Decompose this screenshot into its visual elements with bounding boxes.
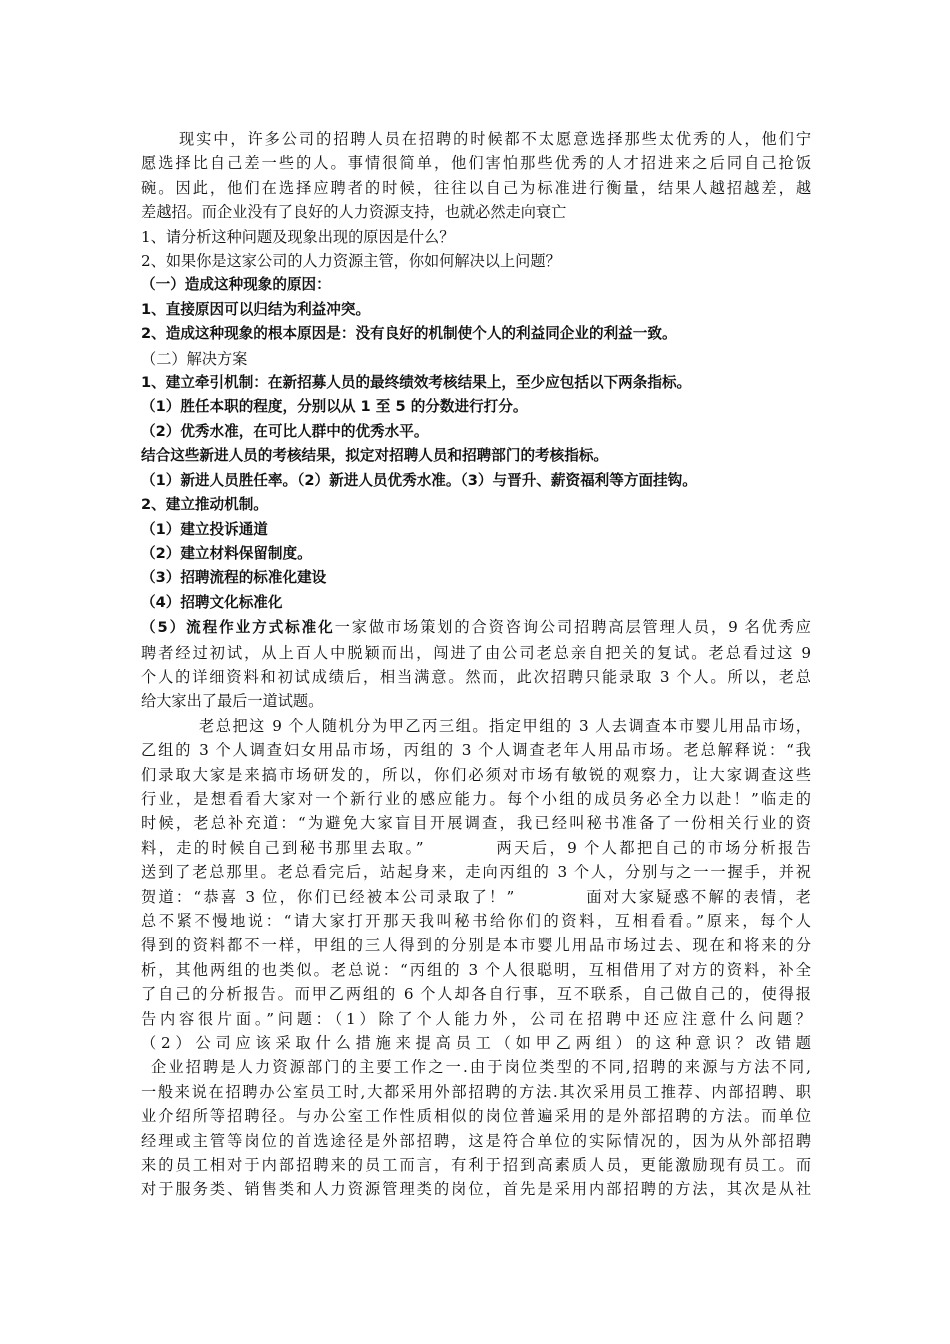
paragraph-line: 贺道：“恭喜 3 位，你们已经被本公司录取了！” 面对大家疑惑不解的表情，老 [141,887,811,906]
answer-line: （2）建立材料保留制度。 [141,544,312,562]
answer-line: 2、造成这种现象的根本原因是：没有良好的机制使个人的利益同企业的利益一致。 [141,325,677,343]
section-heading: （二）解决方案 [141,349,248,368]
question-line: 1、请分析这种问题及现象出现的原因是什么？ [141,227,455,246]
answer-line: 结合这些新进人员的考核结果，拟定对招聘人员和招聘部门的考核指标。 [141,447,609,465]
paragraph-line: 碗。因此，他们在选择应聘者的时候，往往以自己为标准进行衡量，结果人越招越差，越 [141,178,811,197]
paragraph-line: 经理或主管等岗位的首选途径是外部招聘，这是符合单位的实际情况的，因为从外部招聘 [141,1131,811,1150]
paragraph-line [141,615,811,640]
paragraph-line: 行业，是想看看大家对一个新行业的感应能力。每个小组的成员务必全力以赴！”临走的 [141,789,811,808]
paragraph-line: （2）公司应该采取什么措施来提高员工（如甲乙两组）的这种意识？改错题 [141,1034,811,1053]
paragraph-line: 乙组的 3 个人调查妇女用品市场，丙组的 3 个人调查老年人用品市场。老总解释说：“我 [141,741,811,760]
paragraph-line: 时候，老总补充道：“为避免大家盲目开展调查，我已经叫秘书准备了一份相关行业的资 [141,814,811,833]
paragraph-line: 一般来说在招聘办公室员工时,大都采用外部招聘的方法.其次采用员工推荐、内部招聘、职 [141,1082,811,1101]
paragraph-line: 料，走的时候自己到秘书那里去取。” 两天后，9 个人都把自己的市场分析报告 [141,838,811,857]
paragraph-line: 差越招。而企业没有了良好的人力资源支持，也就必然走向衰亡 [141,203,567,222]
paragraph-line: 总不紧不慢地说：“请大家打开那天我叫秘书给你们的资料，互相看看。”原来，每个人 [141,912,811,930]
answer-line: 1、直接原因可以归结为利益冲突。 [141,300,371,318]
answer-line: （1）建立投诉通道 [141,520,268,538]
paragraph-line: 们录取大家是来搞市场研发的，所以，你们必须对市场有敏锐的观察力，让大家调查这些 [141,765,811,784]
paragraph-line: 业介绍所等招聘径。与办公室工作性质相似的岗位普遍采用的是外部招聘的方法。而单位 [141,1107,811,1126]
answer-line: 2、建立推动机制。 [141,496,268,514]
answer-line: （1）胜任本职的程度，分别以从 1 至 5 的分数进行打分。 [141,398,528,416]
paragraph-line: 老总把这 9 个人随机分为甲乙丙三组。指定甲组的 3 人去调查本市婴儿用品市场， [199,716,811,735]
paragraph-line: 现实中，许多公司的招聘人员在招聘的时候都不太愿意选择那些太优秀的人，他们宁 [179,130,811,148]
inline-text: 一家做市场策划的合资咨询公司招聘高层管理人员，9 名优秀应 [334,618,811,637]
answer-line: （3）招聘流程的标准化建设 [141,569,327,587]
paragraph-line: 告内容很片面。”问题：（1）除了个人能力外，公司在招聘中还应注意什么问题？ [141,1009,811,1028]
paragraph-line: 对于服务类、销售类和人力资源管理类的岗位，首先是采用内部招聘的方法，其次是从社 [141,1180,811,1199]
paragraph-line: 来的员工相对于内部招聘来的员工而言，有利于招到高素质人员，更能激励现有员工。而 [141,1156,811,1175]
paragraph-line: 得到的资料都不一样，甲组的三人得到的分别是本市婴儿用品市场过去、现在和将来的分 [141,936,811,955]
paragraph-line: 企业招聘是人力资源部门的主要工作之一.由于岗位类型的不同,招聘的来源与方法不同, [151,1058,811,1077]
paragraph-line: 给大家出了最后一道试题。 [141,692,324,711]
answer-line: （4）招聘文化标准化 [141,593,283,611]
question-line: 2、如果你是这家公司的人力资源主管，你如何解决以上问题？ [141,252,561,271]
paragraph-line: 愿选择比自己差一些的人。事情很简单，他们害怕那些优秀的人才招进来之后同自己抢饭 [141,154,811,173]
section-heading: （一）造成这种现象的原因： [141,276,331,294]
answer-line: （2）优秀水准，在可比人群中的优秀水平。 [141,422,429,440]
paragraph-line: 了自己的分析报告。而甲乙两组的 6 个人却各自行事，互不联系，自己做自己的，使得报 [141,985,811,1004]
inline-heading: （5）流程作业方式标准化 [141,619,335,637]
answer-line: 1、建立牵引机制：在新招募人员的最终绩效考核结果上，至少应包括以下两条指标。 [141,374,692,392]
answer-line: （1）新进人员胜任率。（2）新进人员优秀水准。（3）与晋升、薪资福利等方面挂钩。 [141,471,697,489]
paragraph-line: 聘者经过初试，从上百人中脱颖而出，闯进了由公司老总亲自把关的复试。老总看过这 9 [141,643,811,662]
document-body [141,127,811,1202]
paragraph-line: 析，其他两组的也类似。老总说：“丙组的 3 个人很聪明，互相借用了对方的资料，补全 [141,960,811,979]
paragraph-line: 个人的详细资料和初试成绩后，相当满意。然而，此次招聘只能录取 3 个人。所以，老总 [141,667,811,686]
paragraph-line: 送到了老总那里。老总看完后，站起身来，走向丙组的 3 个人，分别与之一一握手，并祝 [141,863,811,882]
